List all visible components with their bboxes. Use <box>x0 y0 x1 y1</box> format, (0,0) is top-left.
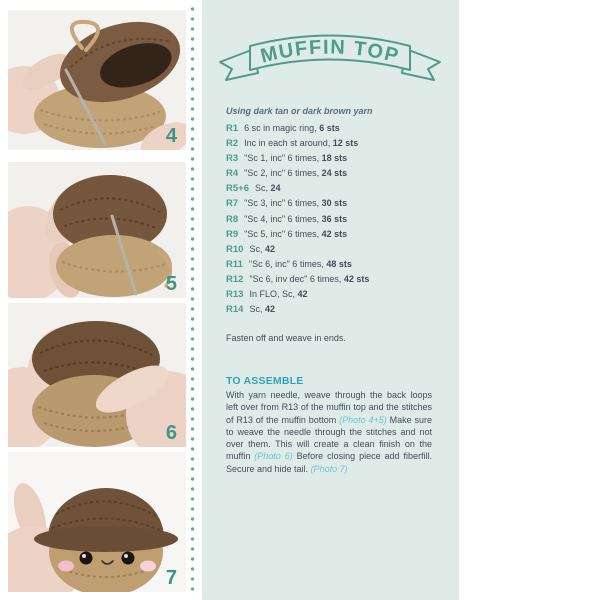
row-stitch-count: 42 sts <box>343 273 370 284</box>
left-cheek <box>58 561 74 572</box>
pattern-row <box>226 136 437 151</box>
row-stitch-count: 24 <box>270 183 281 194</box>
row-instruction: Inc in each st around, 12 sts <box>244 138 359 149</box>
row-label: R12 <box>226 273 244 285</box>
pattern-row <box>226 257 437 272</box>
photo-4-illustration <box>8 10 186 150</box>
row-instruction: Sc, 42 <box>249 304 275 315</box>
row-instruction: 6 sc in magic ring, 6 sts <box>244 123 340 133</box>
row-label: R1 <box>226 123 239 134</box>
row-stitch-count: 42 <box>264 304 275 315</box>
fasten-off-note: Fasten off and weave in ends. <box>226 333 346 343</box>
pattern-row <box>226 196 437 211</box>
step-photo-6 <box>8 303 186 447</box>
assemble-paragraph <box>226 389 432 475</box>
pattern-row <box>226 121 437 136</box>
pattern-row <box>226 287 437 302</box>
instruction-panel <box>202 0 459 600</box>
row-stitch-count: 42 <box>264 243 275 254</box>
step-photo-7 <box>8 452 186 592</box>
yarn-note: Using dark tan or dark brown yarn <box>226 106 373 116</box>
row-stitch-count: 30 sts <box>321 198 348 209</box>
row-instruction: Sc, 42 <box>249 243 275 254</box>
pattern-row <box>226 242 437 257</box>
row-label: R5+6 <box>226 183 249 195</box>
row-label: R7 <box>226 198 239 210</box>
row-instruction: "Sc 3, inc" 6 times, 30 sts <box>244 198 348 209</box>
pattern-row <box>226 212 437 227</box>
photo-5-illustration <box>8 162 186 298</box>
assemble-heading: TO ASSEMBLE <box>226 375 304 387</box>
row-label: R3 <box>226 153 239 165</box>
row-instruction: "Sc 1, inc" 6 times, 18 sts <box>244 153 348 164</box>
row-stitch-count: 24 sts <box>321 168 348 179</box>
photo-number: 4 <box>165 125 177 147</box>
step-photo-4 <box>8 10 186 150</box>
row-label: R4 <box>226 168 239 180</box>
row-stitch-count: 36 sts <box>321 213 348 224</box>
row-stitch-count: 42 <box>297 289 308 300</box>
row-label: R10 <box>226 243 244 255</box>
pattern-row <box>226 272 437 287</box>
row-label: R2 <box>226 138 239 150</box>
right-cheek <box>140 561 156 572</box>
photo-reference: (Photo 6) <box>254 451 293 462</box>
row-instruction: Sc, 24 <box>254 183 281 194</box>
dotted-divider <box>190 4 195 596</box>
ribbon-banner <box>216 20 444 98</box>
step-photo-5 <box>8 162 186 298</box>
row-label: R13 <box>226 289 244 301</box>
banner-title: MUFFIN TOP <box>258 36 402 68</box>
photo-number: 7 <box>165 567 177 589</box>
assemble-text-segment: Before closing piece add fiberfill. Secure and hide tail. <box>226 451 432 474</box>
pattern-row <box>226 302 437 317</box>
pattern-rows <box>226 121 437 317</box>
photo-7-illustration <box>8 452 186 592</box>
row-stitch-count: 6 sts <box>319 123 340 133</box>
muffin-brim <box>34 526 178 552</box>
row-label: R11 <box>226 258 243 270</box>
photo-number: 5 <box>165 273 177 295</box>
photo-reference: (Photo 7) <box>310 463 348 474</box>
row-instruction: "Sc 6, inc" 6 times, 48 sts <box>248 258 352 269</box>
row-label: R14 <box>226 304 244 316</box>
left-eye <box>80 552 93 565</box>
row-label: R9 <box>226 228 239 240</box>
row-stitch-count: 18 sts <box>321 153 348 164</box>
assemble-text-segment: Make sure to weave the needle through the stitches and not over them. This will create a clean finish on the muffin <box>226 414 432 462</box>
row-stitch-count: 12 sts <box>332 138 359 149</box>
right-eye <box>122 552 135 565</box>
row-instruction: "Sc 6, inv dec" 6 times, 42 sts <box>249 273 370 284</box>
pattern-row <box>226 151 437 166</box>
pattern-row <box>226 227 437 242</box>
assemble-text-segment: With yarn needle, weave through the back loops left over from R13 of the muffin top and the stitches of R13 of the muffin bottom <box>226 390 432 425</box>
row-stitch-count: 48 sts <box>326 258 352 269</box>
pattern-row <box>226 166 437 181</box>
row-stitch-count: 42 sts <box>321 228 348 239</box>
photo-number: 6 <box>165 422 177 444</box>
row-label: R8 <box>226 213 239 225</box>
row-instruction: "Sc 4, inc" 6 times, 36 sts <box>244 213 348 224</box>
photo-reference: (Photo 4+5) <box>339 414 387 425</box>
photo-6-illustration <box>8 303 186 447</box>
row-instruction: "Sc 2, inc" 6 times, 24 sts <box>244 168 348 179</box>
row-instruction: "Sc 5, inc" 6 times, 42 sts <box>244 228 348 239</box>
row-instruction: In FLO, Sc, 42 <box>249 289 308 300</box>
pattern-row <box>226 181 437 196</box>
